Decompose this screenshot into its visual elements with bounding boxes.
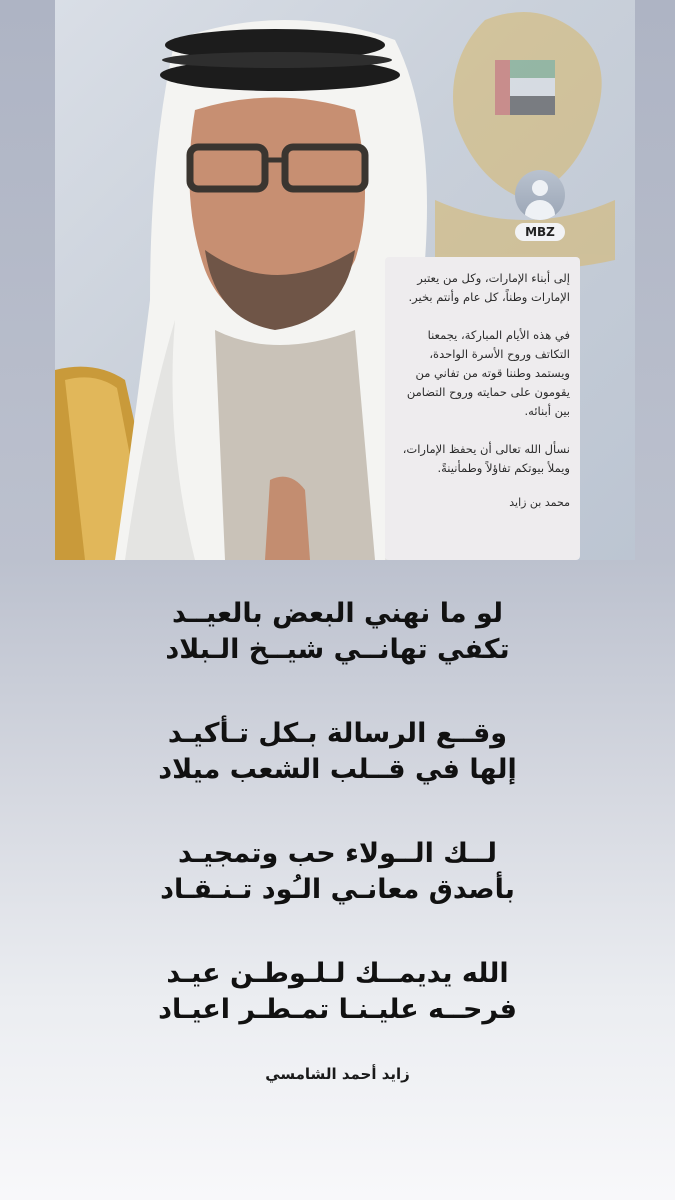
avatar — [515, 170, 565, 220]
message-paragraph: إلى أبناء الإمارات، وكل من يعتبر الإمارات وطناً، كل عام وأنتم بخير. — [408, 271, 570, 304]
sender-name: MBZ — [515, 223, 565, 241]
message-bubble — [385, 257, 580, 560]
poem-line: إلها في قــلب الشعب ميلاد — [158, 754, 517, 785]
poem — [0, 596, 675, 1028]
poem-author: زايد أحمد الشامسي — [265, 1065, 410, 1083]
poem-line: وقــع الرسالة بـكل تـأكيـد — [167, 718, 508, 749]
poem-line: تكفي تهانــي شيــخ الـبلاد — [165, 634, 510, 665]
message-paragraph: في هذه الأيام المباركة، يجمعنا التكاتف وروح الأسرة الواحدة، ويستمد وطننا قوته من تفاني من يقومون على حمايته وروح التضامن بين أبنائه. — [406, 328, 570, 418]
message-sender — [505, 170, 575, 241]
poem-line: لو ما نهني البعض بالعيــد — [171, 598, 504, 629]
message-paragraph: نسأل الله تعالى أن يحفظ الإمارات، ويملأ بيوتكم تفاؤلاً وطمأنينةً. — [402, 442, 570, 475]
message-signature: محمد بن زايد — [509, 496, 570, 509]
hand — [265, 477, 310, 560]
poem-line: الله يديمــك لـلـوطـن عيـد — [166, 958, 509, 989]
poem-line: لــك الــولاء حب وتمجيـد — [178, 838, 497, 869]
poem-line: بأصدق معانـي الـُود تـنـقـاد — [160, 874, 515, 905]
poem-line: فرحــه عليـنـا تمـطـر اعيـاد — [158, 994, 517, 1025]
